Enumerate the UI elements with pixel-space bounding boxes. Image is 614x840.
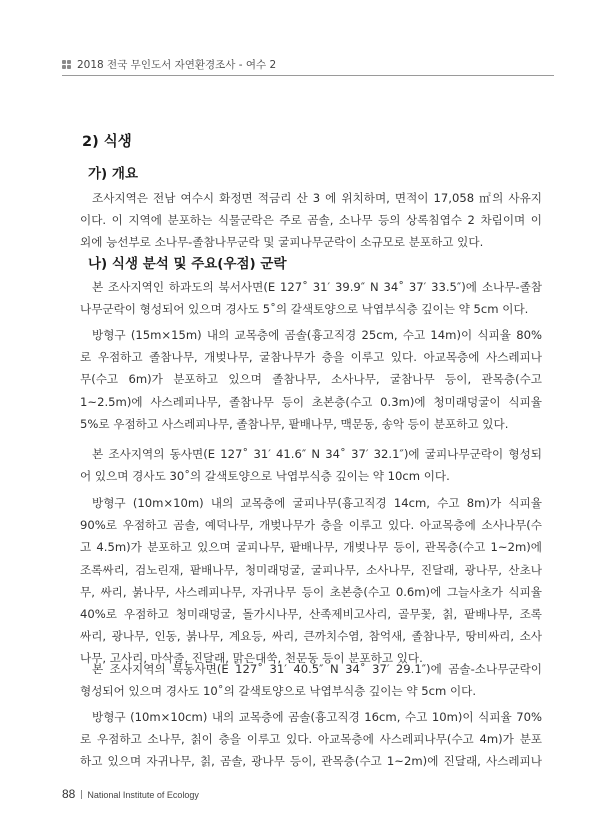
text-line: 로 우점하고 졸참나무, 개벚나무, 굴참나무가 층을 이루고 있다. 아교목층에 사스레피나 [80, 350, 542, 365]
text-line: 나무, 고사리, 마삭줄, 진달래, 맑은대쑥, 천문동 등이 분포하고 있다. [80, 651, 423, 666]
header-dots-icon [62, 60, 72, 70]
text-line: 나무군락이 형성되어 있으며 경사도 5˚의 갈색토양으로 낙엽부식층 깊이는 약 5cm 이다. [80, 302, 529, 317]
text-line: 조사지역은 전남 여수시 화정면 적금리 산 3 에 위치하며, 면적이 17,058 ㎡의 사유지 [92, 191, 542, 205]
paragraph-overview [80, 187, 542, 254]
text-line: 본 조사지역인 하과도의 북서사면(E 127˚ 31′ 39.9″ N 34˚ 37′ 33.5″)에 소나무-졸참 [92, 280, 542, 294]
text-line: 본 조사지역의 동사면(E 127˚ 31′ 41.6″ N 34˚ 37′ 32.1″)에 굴피나무군락이 형성되 [92, 447, 542, 461]
footer-separator [81, 790, 82, 799]
text-line: 40%로 우점하고 청미래덩굴, 돌가시나무, 산족제비고사리, 골무꽃, 칡, 팥배나무, 조록 [80, 607, 542, 622]
text-line: 로 우점하고 소나무, 칡이 층을 이루고 있다. 아교목층에 사스레피나무(수고 4m)가 분포 [80, 732, 542, 747]
paragraph-northeast-slope [80, 658, 542, 702]
paragraph-northwest-slope [80, 276, 542, 320]
text-line: 어 있으며 경사도 30˚의 갈색토양으로 낙엽부식층 깊이는 약 10cm 이다. [80, 469, 450, 484]
text-line: 고 4.5m)가 분포하고 있으며 굴피나무, 팥배나무, 개벚나무 등이, 관목층(수고 1~2m)에 [80, 540, 542, 555]
footer-org: National Institute of Ecology [87, 790, 199, 800]
running-header [62, 56, 554, 74]
text-line: 이다. 이 지역에 분포하는 식물군락은 주로 곰솔, 소나무 등의 상록침엽수 2 차림이며 이 [80, 213, 542, 228]
text-line: 본 조사지역의 북동사면(E 127˚ 31′ 40.5″ N 34˚ 37′ 29.1″)에 곰솔-소나무군락이 [92, 662, 542, 676]
text-line: 방형구 (10m×10cm) 내의 교목층에 곰솔(흉고직경 16cm, 수고 10m)이 식피율 70% [92, 710, 542, 724]
section-title-vegetation: 2) 식생 [82, 134, 132, 150]
section-title-analysis: 나) 식생 분석 및 주요(우점) 군락 [88, 256, 287, 272]
text-line: 1~2.5m)에 사스레피나무, 졸참나무 등이 초본층(수고 0.3m)에 청미래덩굴이 식피율 [80, 394, 542, 409]
paragraph-quadrat-1 [80, 324, 542, 435]
paragraph-quadrat-2 [80, 492, 542, 670]
paragraph-quadrat-3 [80, 706, 542, 773]
text-line: 싸리, 광나무, 인동, 붉나무, 계요등, 싸리, 큰까치수염, 참억새, 졸참나무, 땅비싸리, 소사 [80, 629, 542, 644]
text-line: 5%로 우점하고 사스레피나무, 졸참나무, 팥배나무, 맥문동, 송악 등이 분포하고 있다. [80, 416, 509, 431]
text-line: 방형구 (15m×15m) 내의 교목층에 곰솔(흉고직경 25cm, 수고 14m)이 식피율 80% [92, 328, 542, 342]
page-number: 88 [62, 787, 76, 801]
paragraph-east-slope [80, 443, 542, 487]
text-line: 무, 싸리, 붉나무, 사스레피나무, 자귀나무 등이 초본층(수고 0.6m)에 그늘사초가 식피율 [80, 584, 542, 599]
header-divider [62, 75, 554, 76]
text-line: 하고 있으며 자귀나무, 칡, 곰솔, 광나무 등이, 관목층(수고 1~2m)에 진달래, 사스레피나 [80, 754, 542, 769]
header-title: 2018 전국 무인도서 자연환경조사 - 여수 2 [77, 59, 277, 71]
text-line: 외에 능선부로 소나무-졸참나무군락 및 굴피나무군락이 소규모로 분포하고 있다. [80, 235, 484, 250]
section-title-overview: 가) 개요 [88, 166, 138, 182]
text-line: 무(수고 6m)가 분포하고 있으며 졸참나무, 소사나무, 굴참나무 등이, 관목층(수고 [80, 372, 542, 387]
text-line: 형성되어 있으며 경사도 10˚의 갈색토양으로 낙엽부식층 깊이는 약 5cm 이다. [80, 684, 477, 699]
text-line: 조록싸리, 검노린재, 팥배나무, 청미래덩굴, 굴피나무, 소사나무, 진달래, 광나무, 산초나 [80, 562, 542, 577]
text-line: 90%로 우점하고 곰솔, 예덕나무, 개벚나무가 층을 이루고 있다. 아교목층에 소사나무(수 [80, 518, 542, 533]
text-line: 방형구 (10m×10m) 내의 교목층에 굴피나무(흉고직경 14cm, 수고 8m)가 식피율 [92, 496, 542, 510]
page-footer [62, 783, 199, 799]
